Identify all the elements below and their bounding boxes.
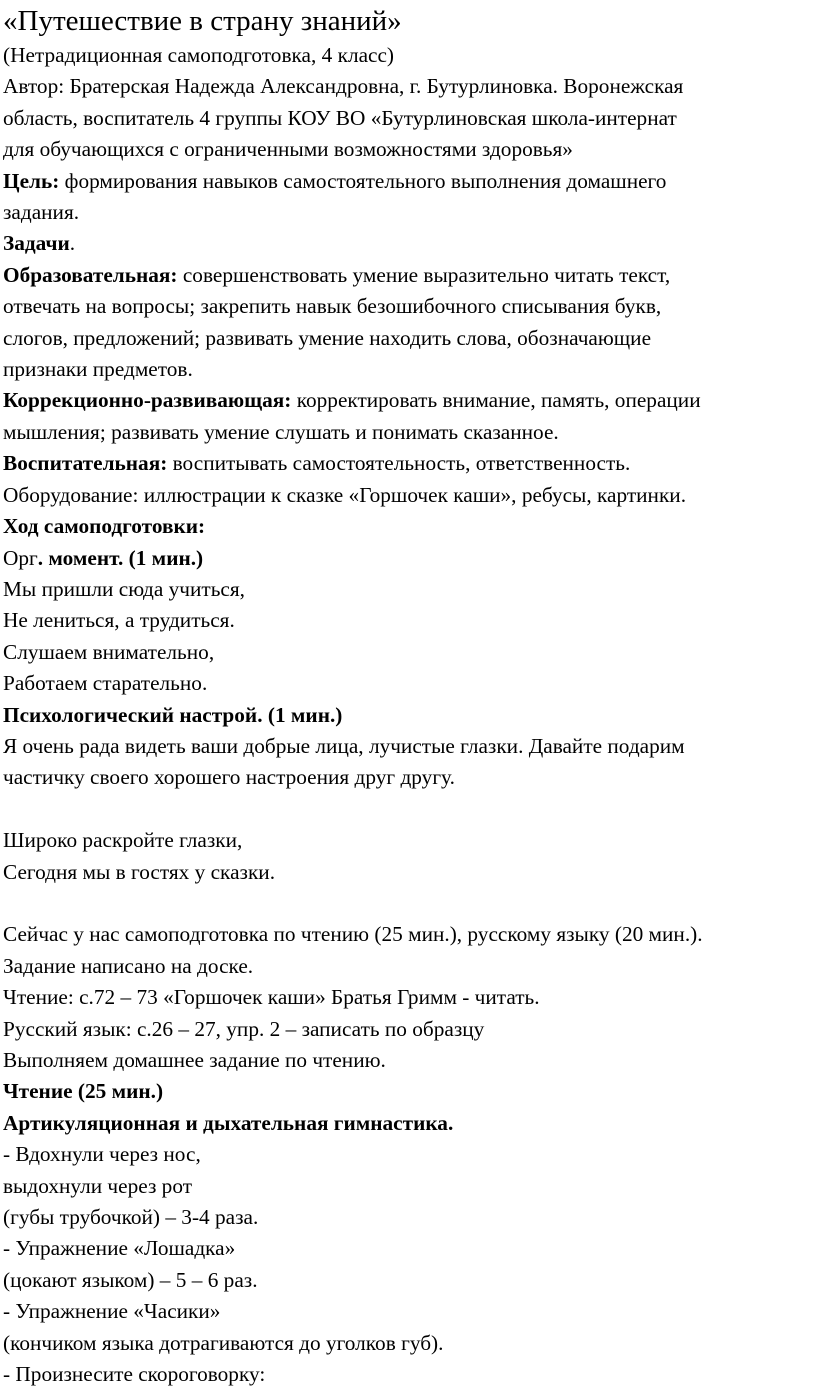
poem-line: Широко раскройте глазки, [3, 828, 243, 853]
blank-line [3, 888, 804, 919]
poem-line: Работаем старательно. [3, 671, 208, 696]
exercise-line: - Произнесите скороговорку: [3, 1362, 266, 1387]
upbringing-label: Воспитательная: [3, 451, 168, 476]
org-moment-bold: . момент. (1 мин.) [37, 545, 204, 570]
educational-text: совершенствовать умение выразительно читать текст, [177, 262, 671, 287]
course-heading: Ход самоподготовки: [3, 514, 206, 539]
author-line: Автор: Братерская Надежда Александровна, г. Бутурлиновка. Воронежская [3, 74, 684, 99]
correctional-task [3, 385, 804, 448]
exercise-line: - Упражнение «Часики» [3, 1299, 221, 1324]
educational-task-line: признаки предметов. [3, 357, 193, 382]
goal-label: Цель: [3, 168, 60, 193]
equipment-line: Оборудование: иллюстрации к сказке «Горшочек каши», ребусы, картинки. [3, 482, 687, 507]
exercise-line: (губы трубочкой) – 3-4 раза. [3, 1205, 259, 1229]
poem-line: Слушаем внимательно, [3, 639, 215, 664]
exercise-line: (цокают языком) – 5 – 6 раз. [3, 1267, 258, 1292]
plan-line: Сейчас у нас самоподготовка по чтению (25 мин.), русскому языку (20 мин.). [3, 922, 703, 947]
author-line: область, воспитатель 4 группы КОУ ВО «Бутурлиновская школа-интернат [3, 105, 677, 130]
goal-line [3, 166, 804, 197]
tasks-label: Задачи [3, 231, 70, 256]
goal-line: задания. [3, 200, 80, 225]
educational-task-line: слогов, предложений; развивать умение находить слова, обозначающие [3, 325, 652, 350]
correctional-label: Коррекционно-развивающая: [3, 388, 292, 413]
poem-line: Не лениться, а трудиться. [3, 608, 235, 633]
educational-task [3, 260, 804, 386]
educational-task-line [3, 260, 804, 291]
author-line: для обучающихся с ограниченными возможностями здоровья» [3, 137, 573, 162]
correctional-text: корректировать внимание, память, операции [291, 388, 701, 413]
org-moment-prefix: Орг [3, 545, 38, 570]
psych-heading: Психологический настрой. (1 мин.) [3, 702, 343, 727]
exercise-line: (кончиком языка дотрагиваются до уголков губ). [3, 1330, 444, 1355]
correctional-task-line [3, 385, 804, 416]
psych-text-line: частичку своего хорошего настроения друг другу. [3, 765, 455, 790]
poem-fairytale [3, 825, 804, 888]
blank-line [3, 794, 804, 825]
reading-heading: Чтение (25 мин.) [3, 1079, 164, 1104]
tasks-suffix: . [69, 231, 76, 256]
gymnastics-heading: Артикуляционная и дыхательная гимнастика. [3, 1110, 454, 1135]
educational-label: Образовательная: [3, 262, 178, 287]
upbringing-task [3, 448, 804, 479]
plan-line: Чтение: с.72 – 73 «Горшочек каши» Братья Гримм - читать. [3, 985, 540, 1010]
plan-line: Задание написано на доске. [3, 953, 254, 978]
plan-line: Русский язык: с.26 – 27, упр. 2 – записать по образцу [3, 1016, 485, 1041]
plan-line: Выполняем домашнее задание по чтению. [3, 1047, 386, 1072]
poem-greeting [3, 574, 804, 700]
goal-block [3, 166, 804, 229]
correctional-task-line: мышления; развивать умение слушать и понимать сказанное. [3, 419, 559, 444]
document-subtitle: (Нетрадиционная самоподготовка, 4 класс) [3, 43, 395, 67]
document-title: «Путешествие в страну знаний» [3, 5, 402, 37]
educational-task-line: отвечать на вопросы; закрепить навык безошибочного списывания букв, [3, 294, 662, 319]
upbringing-text: воспитывать самостоятельность, ответственность. [167, 451, 631, 476]
exercise-line: - Упражнение «Лошадка» [3, 1236, 236, 1261]
org-moment-heading [3, 543, 804, 574]
plan-block [3, 919, 804, 1076]
poem-line: Сегодня мы в гостях у сказки. [3, 859, 276, 884]
goal-text: формирования навыков самостоятельного выполнения домашнего [59, 168, 667, 193]
upbringing-task-line [3, 448, 804, 479]
psych-text-line: Я очень рада видеть ваши добрые лица, лучистые глазки. Давайте подарим [3, 733, 685, 758]
exercise-list [3, 1139, 804, 1390]
tasks-heading [3, 228, 804, 259]
exercise-line: выдохнули через рот [3, 1173, 193, 1198]
exercise-line: - Вдохнули через нос, [3, 1142, 201, 1167]
poem-line: Мы пришли сюда учиться, [3, 576, 246, 601]
author-block [3, 71, 804, 165]
